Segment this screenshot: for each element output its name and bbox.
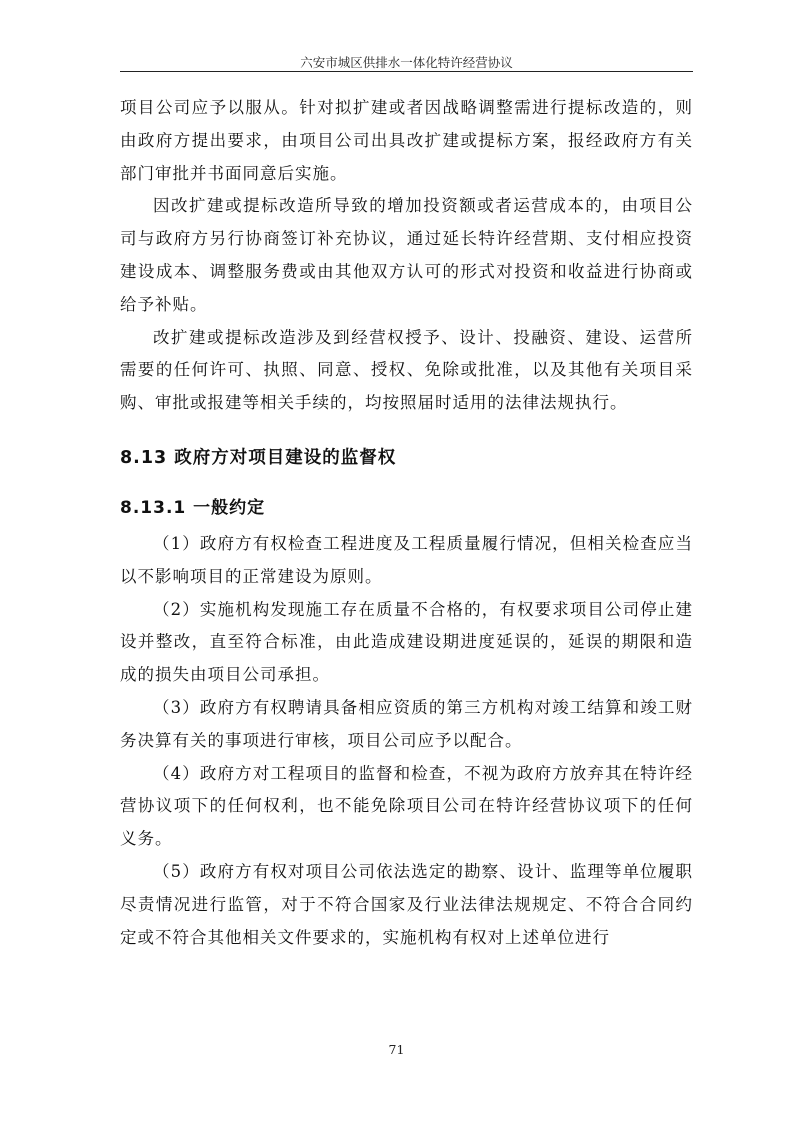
list-item: （2）实施机构发现施工存在质量不合格的，有权要求项目公司停止建设并整改，直至符合标准，由此造成建设期进度延误的，延误的期限和造成的损失由项目公司承担。	[120, 599, 693, 685]
header-divider	[120, 71, 693, 72]
subsection-heading: 8.13.1 一般约定	[120, 497, 266, 518]
list-item: （1）政府方有权检查工程进度及工程质量履行情况，但相关检查应当以不影响项目的正常建设为原则。	[120, 533, 693, 586]
list-item: （4）政府方对工程项目的监督和检查，不视为政府方放弃其在特许经营协议项下的任何权利，也不能免除项目公司在特许经营协议项下的任何义务。	[120, 763, 693, 849]
paragraph-permits: 改扩建或提标改造涉及到经营权授予、设计、投融资、建设、运营所需要的任何许可、执照、同意、授权、免除或批准，以及其他有关项目采购、审批或报建等相关手续的，均按照届时适用的法律法规执行。	[120, 327, 693, 413]
section-heading: 8.13 政府方对项目建设的监督权	[120, 447, 397, 468]
list-item: （3）政府方有权聘请具备相应资质的第三方机构对竣工结算和竣工财务决算有关的事项进行审核，项目公司应予以配合。	[120, 697, 693, 750]
document-body	[120, 92, 693, 954]
page-number: 71	[388, 1042, 405, 1057]
running-header: 六安市城区供排水一体化特许经营协议	[300, 55, 513, 70]
paragraph-continuation: 项目公司应予以服从。针对拟扩建或者因战略调整需进行提标改造的，则由政府方提出要求，由项目公司出具改扩建或提标方案，报经政府方有关部门审批并书面同意后实施。	[120, 98, 693, 183]
paragraph-cost-increase: 因改扩建或提标改造所导致的增加投资额或者运营成本的，由项目公司与政府方另行协商签订补充协议，通过延长特许经营期、支付相应投资建设成本、调整服务费或由其他双方认可的形式对投资和收益进行协商或给予补贴。	[120, 196, 693, 314]
list-item: （5）政府方有权对项目公司依法选定的勘察、设计、监理等单位履职尽责情况进行监管，对于不符合国家及行业法律法规规定、不符合合同约定或不符合其他相关文件要求的，实施机构有权对上述单位进行	[120, 861, 693, 947]
